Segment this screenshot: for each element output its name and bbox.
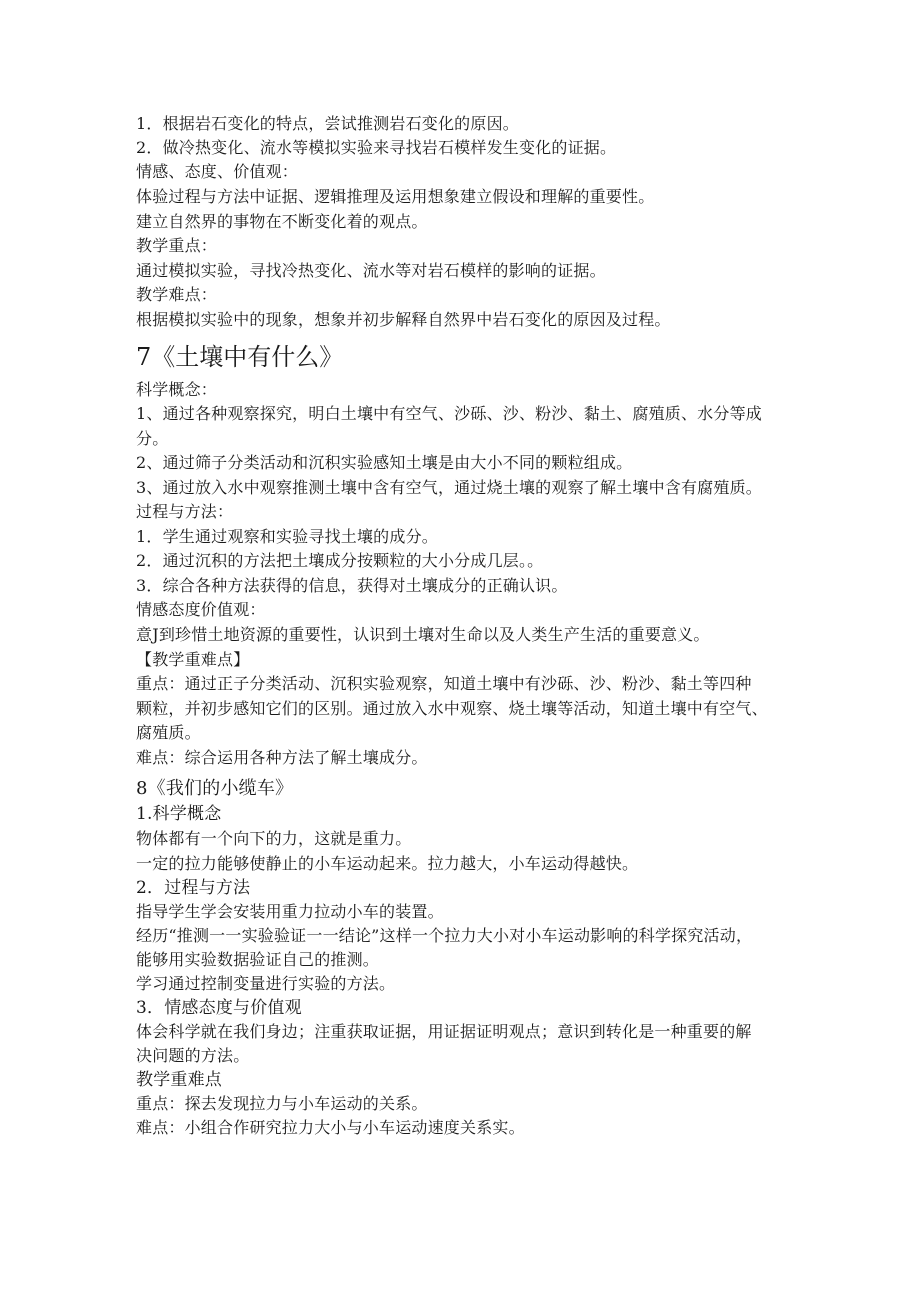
s8-sub4-heading: 教学重难点 <box>136 1070 222 1090</box>
s7-line-14: 颗粒，并初步感知它们的区别。通过放入水中观察、烧土壤等活动，知道土壤中有空气、 <box>136 699 768 718</box>
s7-line-6: 过程与方法： <box>136 502 234 521</box>
s8-sub4-line-2: 难点：小组合作研究拉力大小与小车运动速度关系实。 <box>136 1118 525 1137</box>
s7-line-9: 3．综合各种方法获得的信息，获得对土壤成分的正确认识。 <box>136 576 568 595</box>
s6-line-8: 教学难点： <box>136 285 218 304</box>
s7-line-10: 情感态度价值观： <box>136 600 266 619</box>
s7-line-2: 1、通过各种观察探究，明白土壤中有空气、沙砾、沙、粉沙、黏土、腐殖质、水分等成 <box>136 404 762 423</box>
s8-sub1-line-2: 一定的拉力能够使静止的小车运动起来。拉力越大，小车运动得越快。 <box>136 854 639 873</box>
s8-sub1-heading: 1.科学概念 <box>136 804 222 824</box>
s6-line-7: 通过模拟实验，寻找冷热变化、流水等对岩石模样的影响的证据。 <box>136 261 606 280</box>
s7-line-15: 腐殖质。 <box>136 723 201 742</box>
section7-title: 7《土壤中有什么》 <box>136 343 344 371</box>
s6-line-3: 情感、态度、价值观： <box>136 162 299 181</box>
s6-line-4: 体验过程与方法中证据、逻辑推理及运用想象建立假设和理解的重要性。 <box>136 187 655 206</box>
s6-line-5: 建立自然界的事物在不断变化着的观点。 <box>136 212 428 231</box>
s8-sub2-line-3: 能够用实验数据验证自己的推测。 <box>136 950 380 969</box>
s6-line-1: 1．根据岩石变化的特点，尝试推测岩石变化的原因。 <box>136 114 519 133</box>
s7-line-3: 分。 <box>136 429 169 448</box>
s8-sub3-heading: 3．情感态度与价值观 <box>136 998 302 1018</box>
s7-line-5: 3、通过放入水中观察推测土壤中含有空气，通过烧土壤的观察了解土壤中含有腐殖质。 <box>136 478 762 497</box>
s8-sub2-line-1: 指导学生学会安装用重力拉动小车的装置。 <box>136 902 444 921</box>
s7-line-11: 意J到珍惜土地资源的重要性，认识到土壤对生命以及人类生产生活的重要意义。 <box>136 625 710 644</box>
s7-line-8: 2．通过沉积的方法把土壤成分按颗粒的大小分成几层。。 <box>136 551 544 570</box>
s7-line-4: 2、通过筛子分类活动和沉积实验感知土壤是由大小不同的颗粒组成。 <box>136 453 633 472</box>
s7-line-13: 重点：通过正子分类活动、沉积实验观察，知道土壤中有沙砾、沙、粉沙、黏土等四种 <box>136 674 752 693</box>
section8-title: 8《我们的小缆车》 <box>136 778 294 799</box>
s7-line-1: 科学概念： <box>136 380 218 399</box>
s8-sub2-heading: 2．过程与方法 <box>136 878 251 898</box>
s8-sub3-line-2: 决问题的方法。 <box>136 1046 250 1065</box>
s8-sub2-line-4: 学习通过控制变量进行实验的方法。 <box>136 974 396 993</box>
s8-sub4-line-1: 重点：探去发现拉力与小车运动的关系。 <box>136 1094 428 1113</box>
s6-line-9: 根据模拟实验中的现象，想象并初步解释自然界中岩石变化的原因及过程。 <box>136 310 671 329</box>
s8-sub3-line-1: 体会科学就在我们身边；注重获取证据，用证据证明观点；意识到转化是一种重要的解 <box>136 1022 752 1041</box>
s8-sub2-line-2: 经历“推测一一实验验证一一结论”这样一个拉力大小对小车运动影响的科学探究活动， <box>136 926 753 945</box>
s8-sub1-line-1: 物体都有一个向下的力，这就是重力。 <box>136 829 412 848</box>
s7-line-7: 1．学生通过观察和实验寻找土壤的成分。 <box>136 527 438 546</box>
s7-line-12: 【教学重难点】 <box>136 650 250 669</box>
s7-line-16: 难点：综合运用各种方法了解土壤成分。 <box>136 748 428 767</box>
s6-line-6: 教学重点： <box>136 236 218 255</box>
s6-line-2: 2．做冷热变化、流水等模拟实验来寻找岩石模样发生变化的证据。 <box>136 138 617 157</box>
